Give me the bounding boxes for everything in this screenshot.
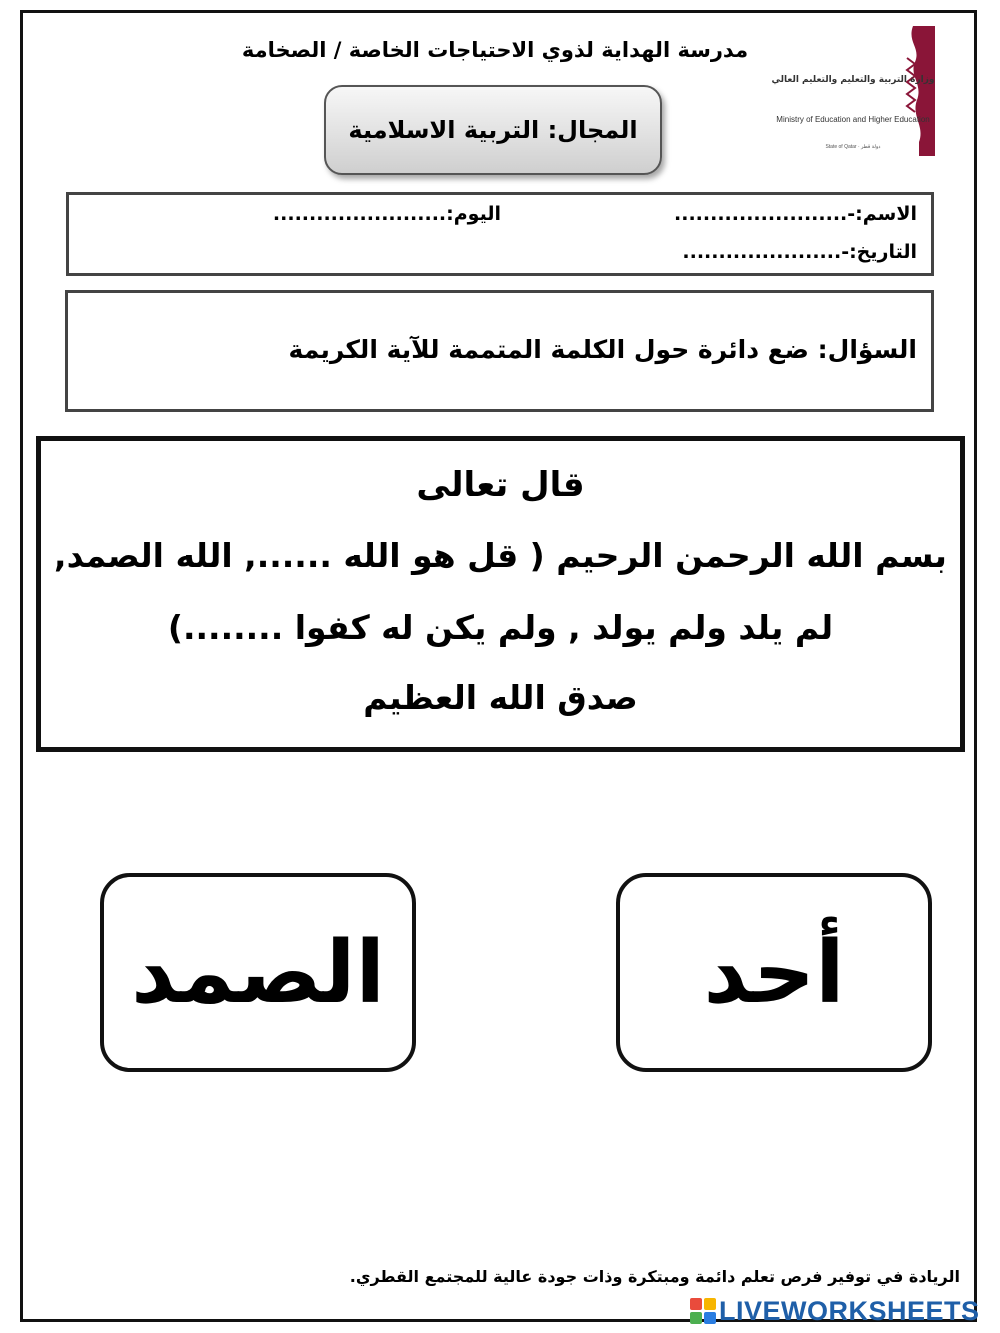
liveworksheets-icon xyxy=(690,1298,716,1324)
day-field xyxy=(273,203,501,225)
choice-card-assamad[interactable] xyxy=(100,873,416,1072)
footer-motto: الريادة في توفير فرص تعلم دائمة ومبتكرة وذات جودة عالية للمجتمع القطري. xyxy=(349,1267,960,1286)
name-field xyxy=(674,203,917,225)
date-blank[interactable]: ...................... xyxy=(682,241,842,263)
verse-box xyxy=(36,436,965,752)
name-label: الاسم:- xyxy=(847,203,917,225)
subject-title-box xyxy=(324,85,662,175)
liveworksheets-brand[interactable] xyxy=(690,1296,980,1326)
logo-text-ar: وزارة التربية والتعليم والتعليم العالي xyxy=(771,75,935,85)
school-name: مدرسة الهداية لذوي الاحتياجات الخاصة / الصخامة xyxy=(241,38,749,62)
student-info-box xyxy=(66,192,934,276)
liveworksheets-text: LIVEWORKSHEETS xyxy=(719,1295,980,1326)
day-blank[interactable]: ........................ xyxy=(272,203,447,225)
subject-label: المجال: التربية الاسلامية xyxy=(348,116,638,144)
verse-line-2: لم يلد ولم يولد , ولم يكن له كفوا ........) xyxy=(167,608,834,647)
logo-text-en: Ministry of Education and Higher Education xyxy=(776,115,930,124)
question-box xyxy=(65,290,934,412)
choice-card-ahad[interactable] xyxy=(616,873,932,1072)
choice-label: الصمد xyxy=(131,922,385,1023)
verse-intro: قال تعالى xyxy=(416,465,585,505)
logo-text-state: State of Qatar · دولة قطر xyxy=(825,144,881,150)
verse-closing: صدق الله العظيم xyxy=(363,678,638,717)
day-label: اليوم: xyxy=(446,203,501,225)
name-blank[interactable]: ........................ xyxy=(674,203,848,225)
verse-line-1: بسم الله الرحمن الرحيم ( قل هو الله ......, الله الصمد, xyxy=(54,536,947,575)
date-field xyxy=(682,241,917,263)
choice-label: أحد xyxy=(703,922,845,1023)
date-label: التاريخ:- xyxy=(841,241,917,263)
question-text: السؤال: ضع دائرة حول الكلمة المتممة للآية الكريمة xyxy=(288,335,917,364)
ministry-logo xyxy=(771,22,940,162)
